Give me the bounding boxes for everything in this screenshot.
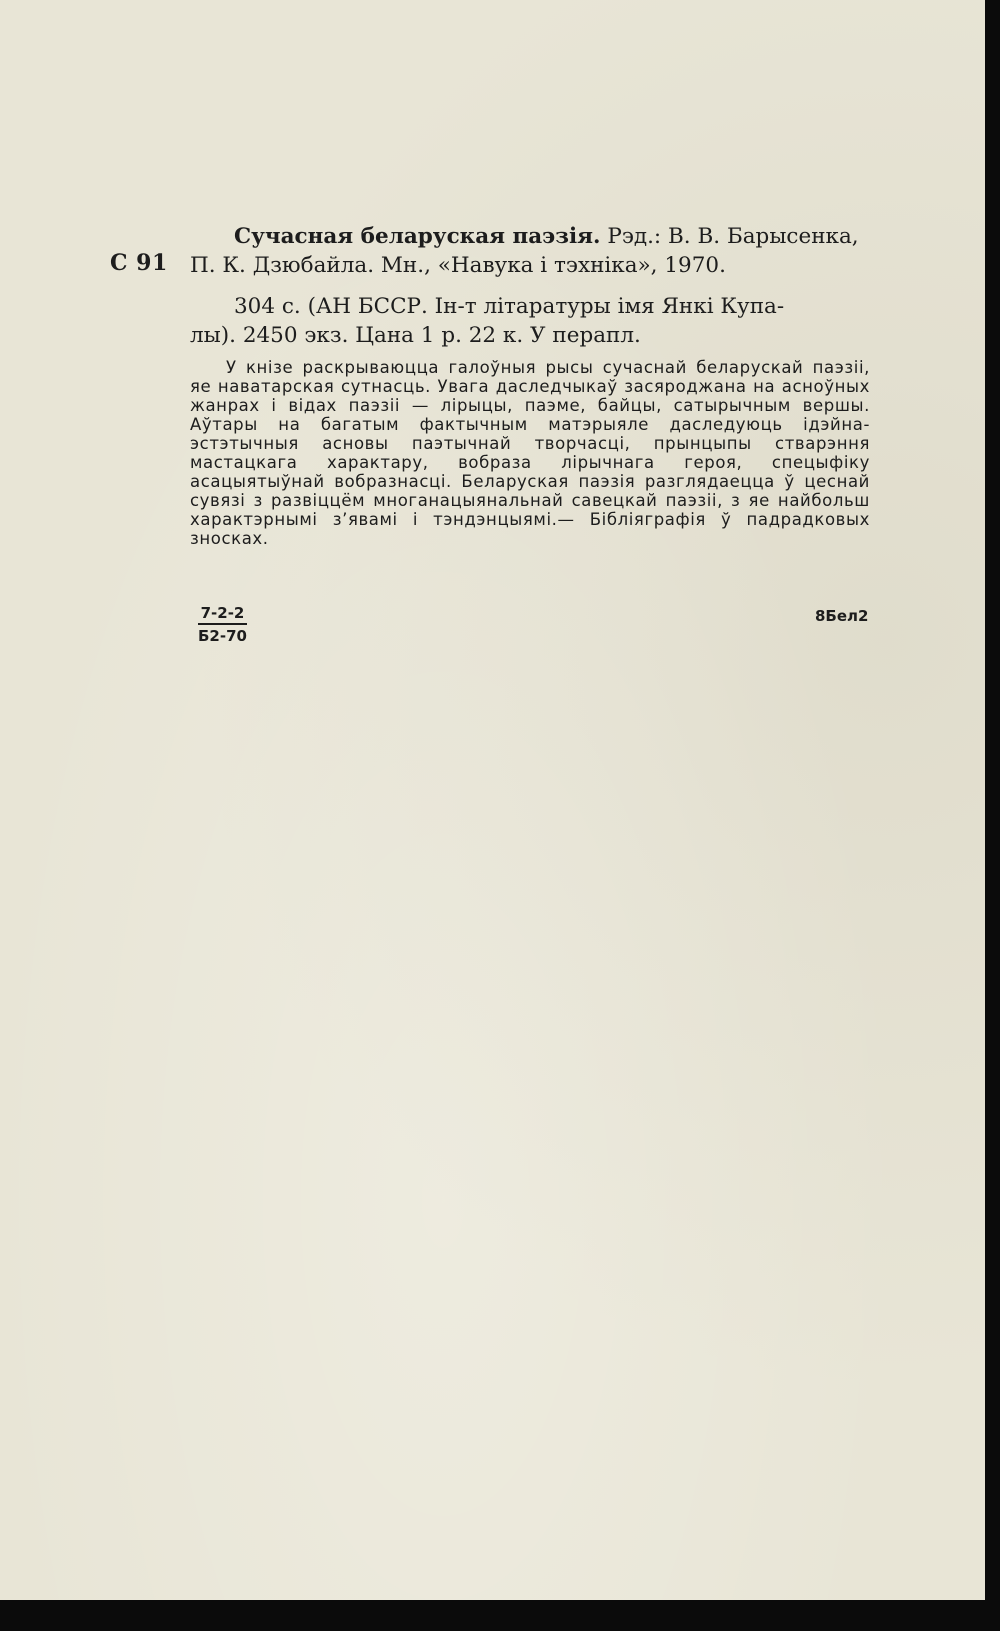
bibliographic-entry xyxy=(190,222,870,350)
index-denominator: Б2-70 xyxy=(198,627,247,645)
classification-code: 8Бел2 xyxy=(815,607,869,625)
call-number: С 91 xyxy=(110,250,168,276)
index-numerator: 7-2-2 xyxy=(198,604,247,625)
physical-description-line: 304 с. (АН БССР. Ін-т літаратуры імя Янкі Купа- xyxy=(234,294,785,319)
physical-description-line-2: лы). 2450 экз. Цана 1 р. 22 к. У перапл. xyxy=(190,323,641,348)
page-edge xyxy=(985,0,1000,1631)
book-title: Сучасная беларуская паэзія. xyxy=(234,224,601,249)
annotation-text: У кнізе раскрываюцца галоўныя рысы сучаснай беларускай паэзіі, яе наватарская сутнасць. Увага даследчыкаў засяроджана на асноўных жанрах і відах паэзіі — лірыцы, паэме, байцы, сатырычным вершы. Аўтары на багатым фактычным матэрыяле даследуюць ідэйна-эстэтычныя асновы паэтычнай творчасці, прынцыпы стварэння мастацкага характару, вобраза лірычнага героя, спецыфіку асацыятыўнай вобразнасці. Беларуская паэзія разглядаецца ў цеснай сувязі з развіццём многанацыянальнай савецкай паэзіі, з яе найбольш характэрнымі з’явамі і тэндэнцыямі.— Бібліяграфія ў падрадковых зносках. xyxy=(190,358,870,548)
index-fraction xyxy=(198,604,247,645)
imprint-line: П. К. Дзюбайла. Мн., «Навука і тэхніка», 1970. xyxy=(190,253,726,278)
spacer xyxy=(190,280,870,292)
page-bottom-edge xyxy=(0,1600,1000,1631)
title-line xyxy=(190,222,870,251)
editors-text: Рэд.: В. В. Барысенка, xyxy=(600,224,859,249)
